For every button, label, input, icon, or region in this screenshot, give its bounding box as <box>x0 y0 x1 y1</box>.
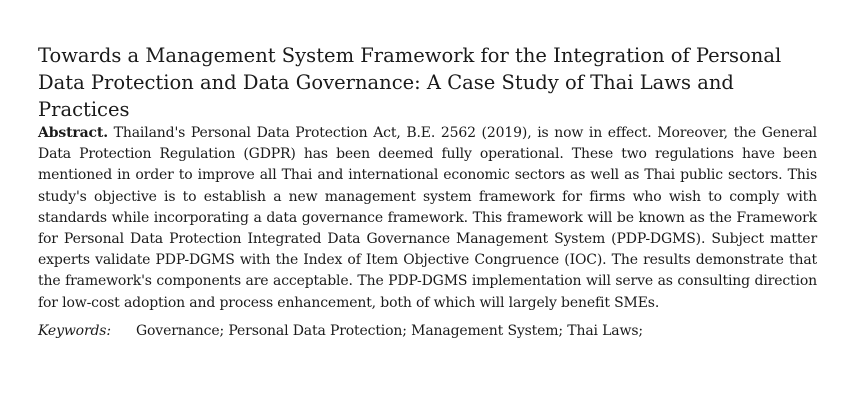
abstract-text: Thailand's Personal Data Protection Act, B.E. 2562 (2019), is now in effect. Moreover, the General Data Protection Regulation (GDPR) has been deemed fully operational. These two regulations have been mentioned in order to improve all Thai and international economic sectors as well as Thai public sectors. This study's objective is to establish a new management system framework for firms who wish to comply with standards while incorporating a data governance framework. This framework will be known as the Framework for Personal Data Protection Integrated Data Governance Management System (PDP-DGMS). Subject matter experts validate PDP-DGMS with the Index of Item Objective Congruence (IOC). The results demonstrate that the framework's components are acceptable. The PDP-DGMS implementation will serve as consulting direction for low-cost adoption and process enhancement, both of which will largely benefit SMEs. <box>38 125 817 311</box>
paper-title: Towards a Management System Framework for the Integration of Personal Data Protection and Data Governance: A Case Study of Thai Laws and Practices <box>38 44 782 121</box>
keywords-text: Governance; Personal Data Protection; Management System; Thai Laws; <box>136 322 643 339</box>
paper-page <box>38 42 817 342</box>
abstract-label: Abstract. <box>38 125 108 141</box>
keywords-line <box>38 321 817 342</box>
abstract-paragraph <box>38 123 817 314</box>
keywords-label: Keywords: <box>38 322 111 339</box>
